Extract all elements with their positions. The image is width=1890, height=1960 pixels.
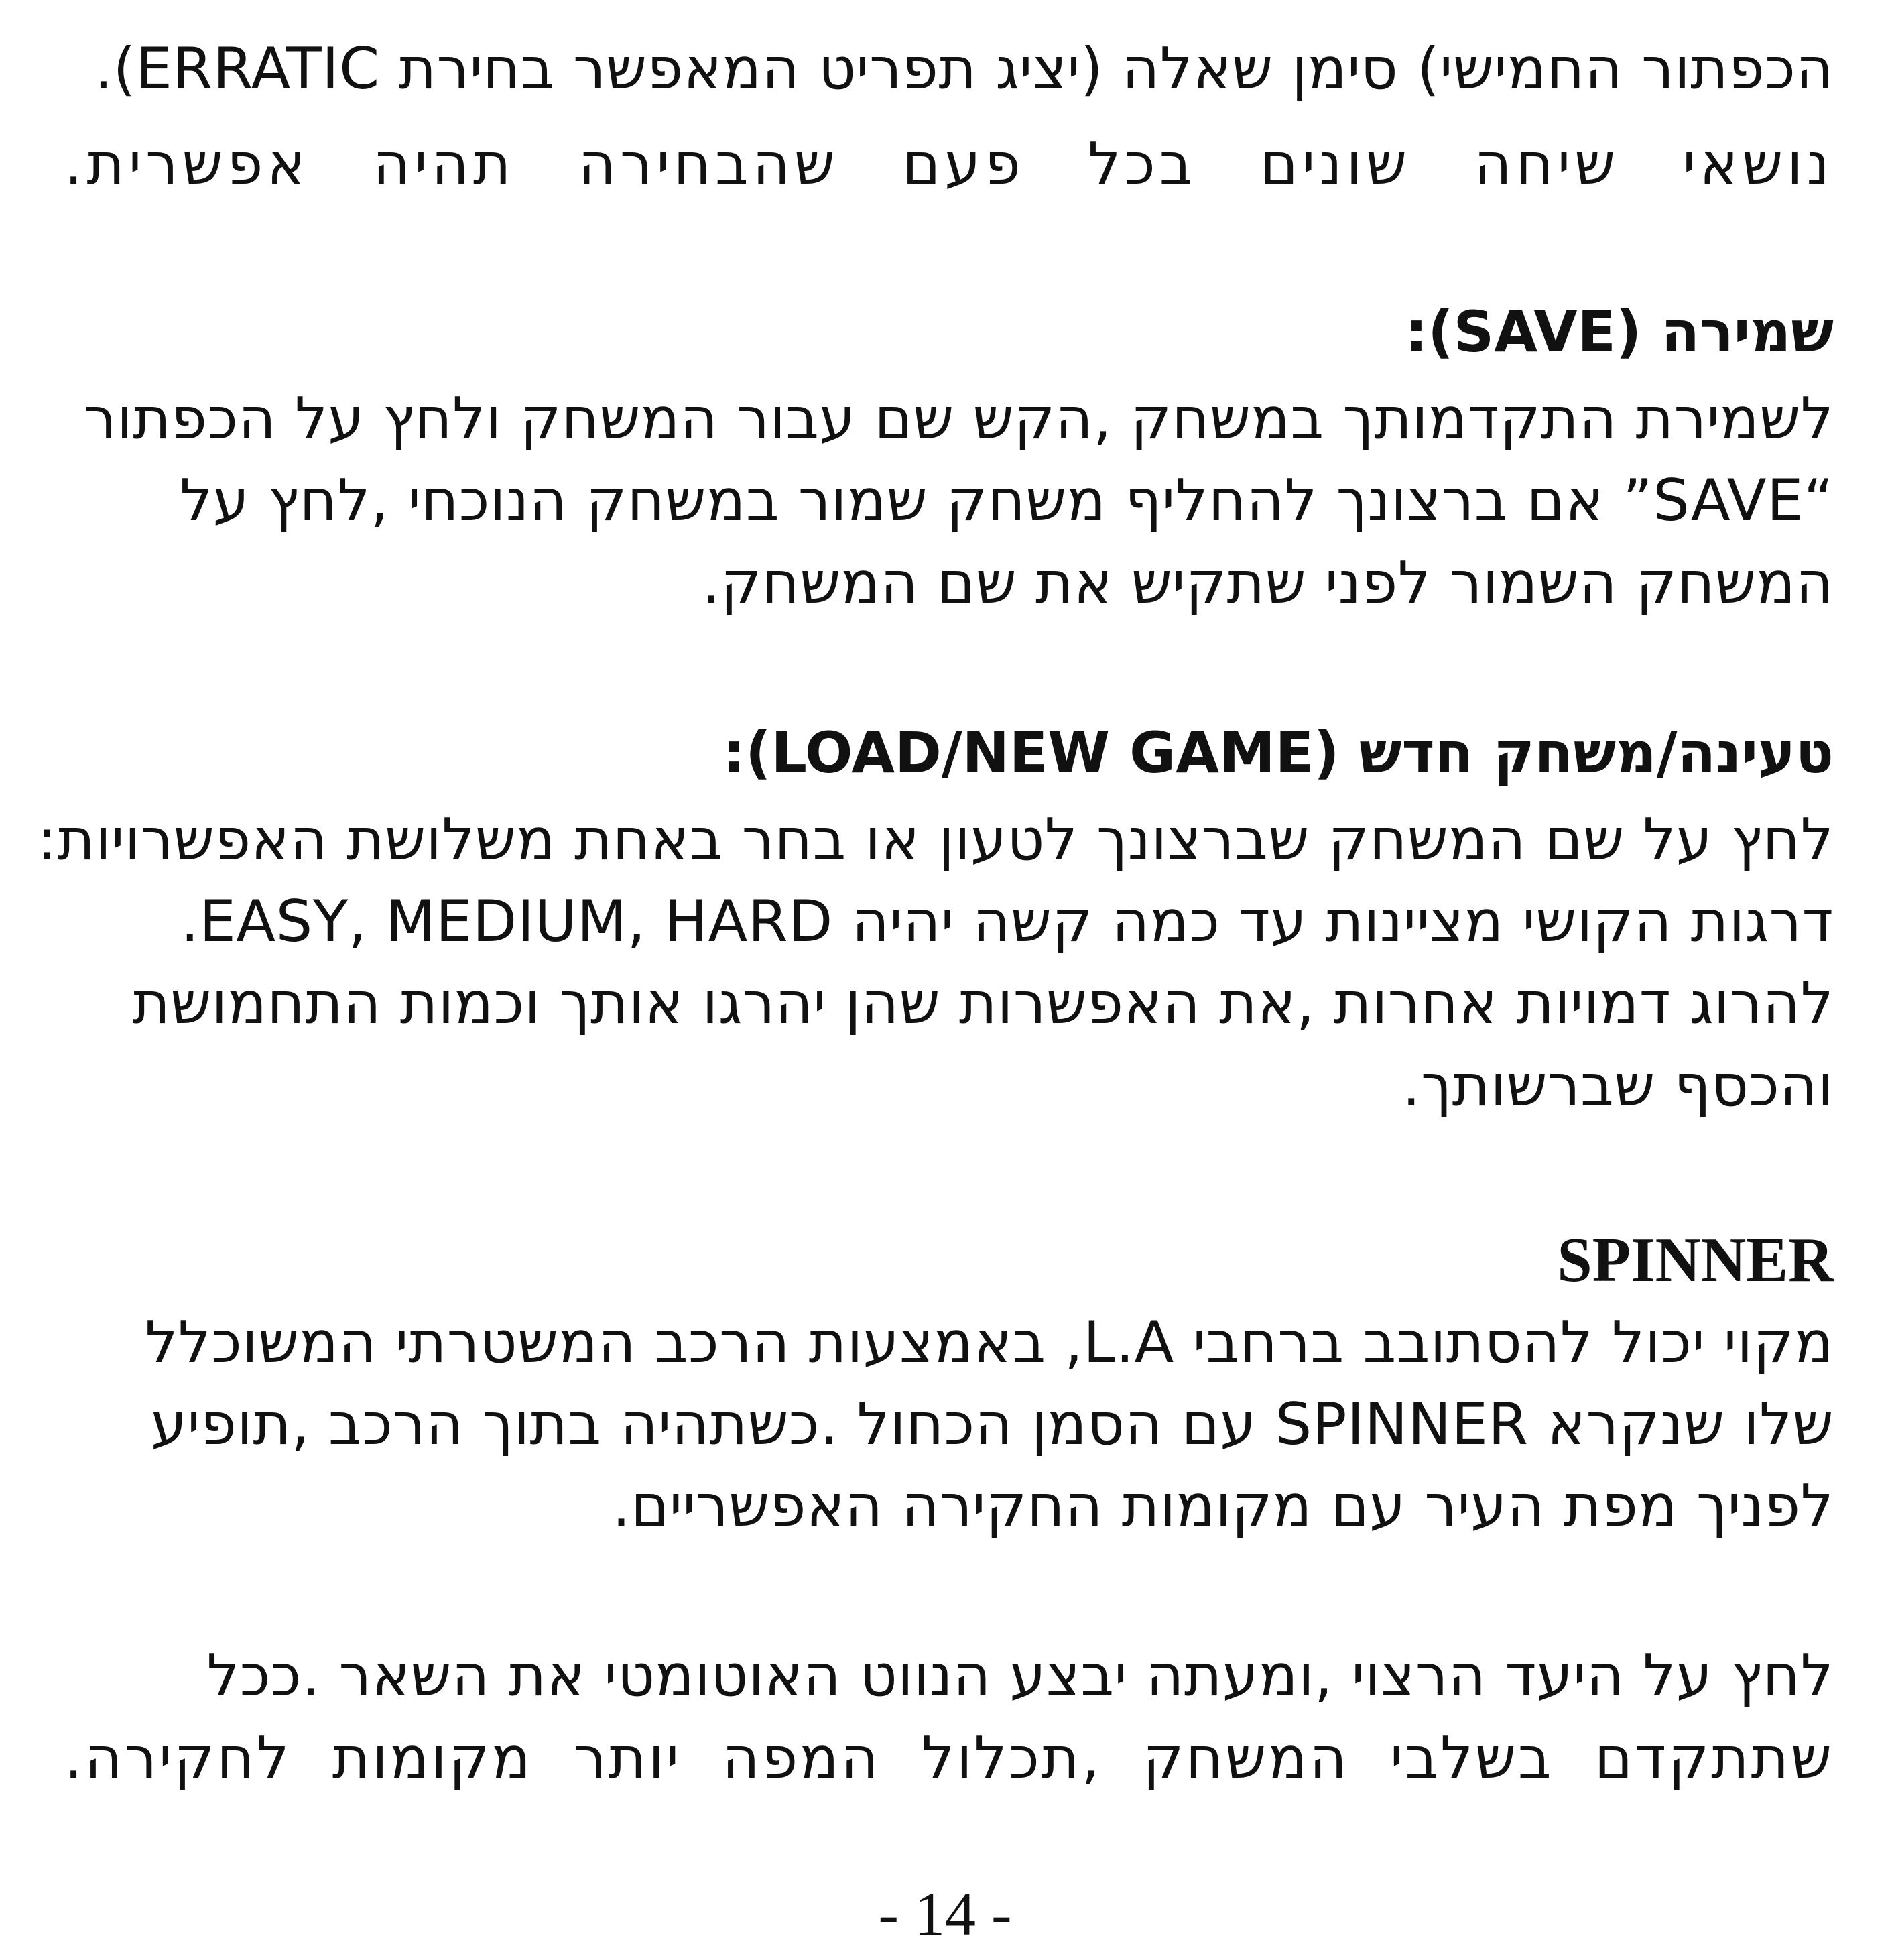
intro-line-2: נושאי שיחה שונים בכל פעם שהבחירה תהיה אפשרית. [64,131,1834,198]
spinner-heading: SPINNER [1557,1225,1834,1295]
load-line-1: לחץ על שם המשחק שברצונך לטעון או בחר באחת משלושת האפשרויות: [37,806,1834,873]
spinner-line-1: מקוי יכול להסתובב ברחבי L.A, באמצעות הרכב המשטרתי המשוכלל [145,1309,1834,1376]
navigation-line-2: שתתקדם בשלבי המשחק ,תכלול המפה יותר מקומות לחקירה. [64,1725,1834,1792]
save-line-3: המשחק השמור לפני שתקיש את שם המשחק. [702,550,1834,617]
load-heading: טעינה/משחק חדש (LOAD/NEW GAME): [722,720,1834,786]
spinner-line-2: שלו שנקרא SPINNER עם הסמן הכחול .כשתהיה בתוך הרכב ,תופיע [151,1391,1834,1458]
load-line-3: להרוג דמויות אחרות ,את האפשרות שהן יהרגו אותך וכמות התחמושת [132,970,1834,1037]
load-line-2: דרגות הקושי מציינות עד כמה קשה יהיה EASY, MEDIUM, HARD. [180,888,1834,955]
save-line-1: לשמירת התקדמותך במשחק ,הקש שם עבור המשחק ולחץ על הכפתור [84,385,1834,452]
page-number: - 14 - [878,1880,1012,1948]
save-heading: שמירה (SAVE): [1405,299,1834,365]
spinner-line-3: לפניך מפת העיר עם מקומות החקירה האפשריים. [612,1473,1834,1540]
load-line-4: והכסף שברשותך. [1402,1052,1834,1119]
navigation-line-1: לחץ על היעד הרצוי ,ומעתה יבצע הנווט האוטומטי את השאר .ככל [206,1642,1834,1709]
intro-line-1: הכפתור החמישי) סימן שאלה (יציג תפריט המאפשר בחירת ERRATIC). [94,36,1834,103]
save-line-2: “SAVE” אם ברצונך להחליף משחק שמור במשחק הנוכחי ,לחץ על [180,467,1834,534]
